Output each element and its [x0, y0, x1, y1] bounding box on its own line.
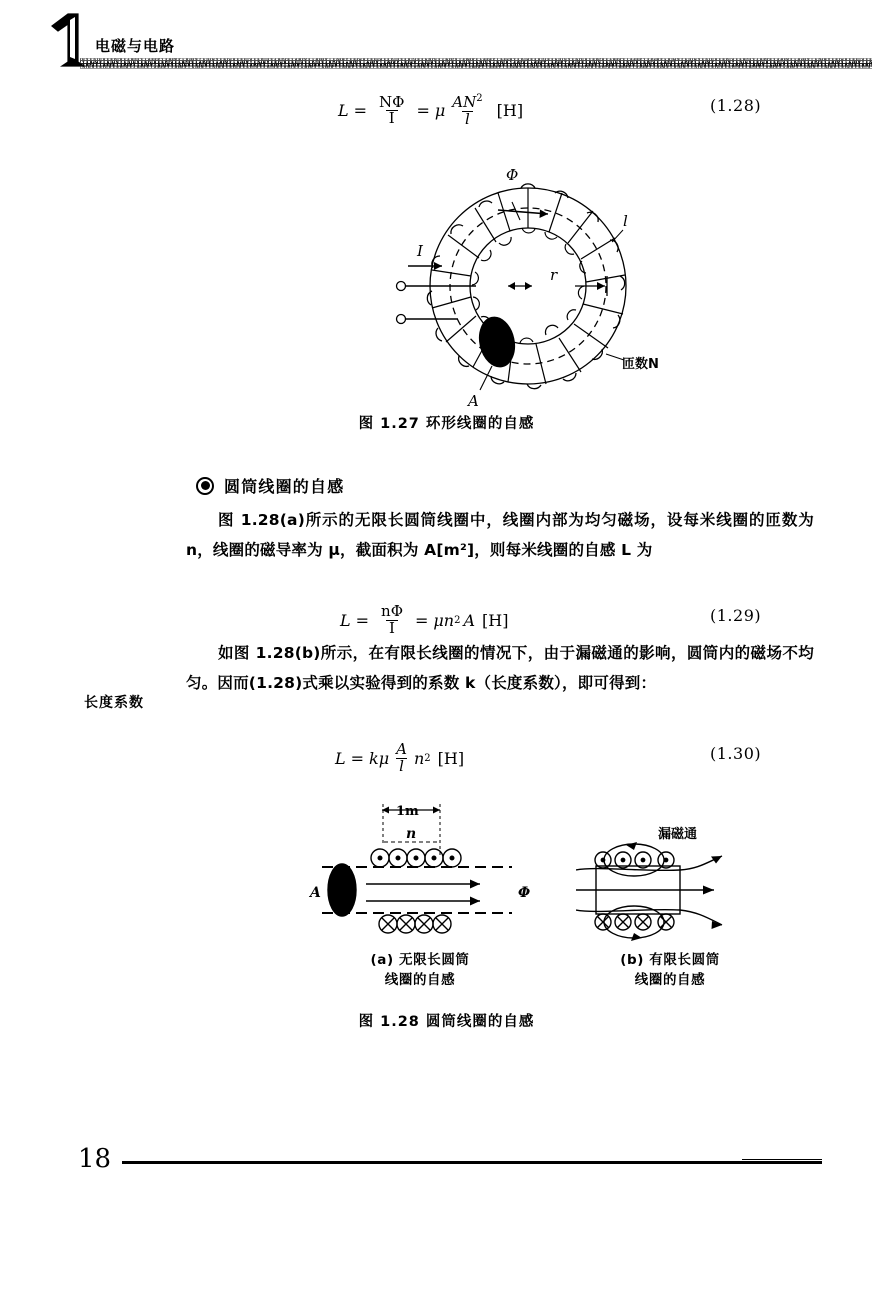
equation-number-1-29: (1.29): [710, 606, 762, 625]
fig128a-label-turns: n: [406, 826, 417, 842]
fig128a-label-flux: Φ: [518, 885, 531, 901]
footer-rule: [122, 1161, 822, 1164]
fig128b-subcaption-line1: (b) 有限长圆筒: [620, 952, 720, 968]
paragraph-1: 图 1.28(a)所示的无限长圆筒线圈中，线圈内部为均匀磁场，设每米线圈的匝数为 n，线圈的磁导率为 μ，截面积为 A[m²]，则每米线圈的自感 L 为: [186, 511, 814, 559]
fig127-label-flux: Φ: [506, 166, 519, 184]
eq128-denominator-1: I: [386, 110, 398, 127]
equation-1-28: [338, 94, 523, 128]
eq130-unit: [H]: [437, 748, 465, 768]
fig127-label-current: I: [417, 242, 423, 260]
eq128-unit: [H]: [496, 101, 524, 121]
fig127-label-turns: 匝数N: [622, 357, 659, 372]
eq130-numerator: A: [396, 740, 407, 758]
fig127-label-radius: r: [550, 266, 558, 284]
paragraph-2: 如图 1.28(b)所示，在有限长线圈的情况下，由于漏磁通的影响，圆筒内的磁场不均匀。因而(1.28)式乘以实验得到的系数 k（长度系数），即可得到：: [186, 644, 814, 692]
eq128-denominator-2: l: [462, 111, 473, 128]
eq128-equals-1: =: [353, 101, 368, 121]
bullet-ring-icon: [196, 477, 214, 495]
header-decorative-rule: [80, 58, 872, 69]
equation-1-30: [335, 742, 464, 775]
fig127-label-length: l: [623, 212, 628, 230]
eq130-exponent: 2: [424, 752, 431, 764]
figure-1-28b-finite-solenoid: [576, 808, 798, 948]
fig128a-label-area: A: [310, 885, 321, 901]
eq128-numerator-2: $AN^2$: [452, 93, 483, 111]
equation-number-1-28: (1.28): [710, 96, 762, 115]
eq129-unit: [H]: [482, 610, 509, 630]
eq130-lhs: L: [335, 748, 346, 768]
fig128b-subcaption-line2: 线圈的自感: [634, 972, 706, 988]
eq130-equals: =: [350, 748, 365, 768]
eq129-fraction: [378, 604, 406, 637]
figure-1-27-toroid: [380, 158, 670, 408]
fig128a-subcaption-line2: 线圈的自感: [384, 972, 456, 988]
fig128b-label-leakage-flux: 漏磁通: [658, 827, 698, 842]
section-heading-cylindrical-coil: [196, 474, 344, 497]
eq129-equals-1: =: [355, 610, 370, 630]
section-heading-text: 圆筒线圈的自感: [224, 477, 345, 496]
figure-1-28b-subcaption: [590, 950, 750, 990]
figure-1-28-caption: 图 1.28 圆筒线圈的自感: [358, 1014, 535, 1030]
equation-number-1-30: (1.30): [710, 744, 762, 763]
fig127-label-area: A: [468, 392, 479, 408]
equation-1-29: [340, 604, 508, 637]
eq129-lhs: L: [340, 610, 351, 630]
figure-1-28a-infinite-solenoid: [300, 798, 570, 946]
figure-1-28a-subcaption: [340, 950, 500, 990]
eq128-exponent: 2: [476, 93, 483, 104]
eq129-exponent: 2: [454, 614, 461, 626]
eq129-denominator: I: [386, 620, 398, 637]
eq129-rhs-tail: A: [463, 610, 476, 630]
eq128-mu: μ: [434, 101, 446, 121]
chapter-title: 电磁与电路: [95, 37, 176, 55]
fig128a-subcaption-line1: (a) 无限长圆筒: [370, 952, 470, 968]
eq128-fraction-2: [449, 94, 485, 128]
eq128-fraction-1: [376, 92, 407, 128]
eq129-numerator: nΦ: [381, 602, 403, 620]
eq130-denominator: l: [396, 758, 407, 775]
eq130-rhs: n: [413, 748, 425, 768]
eq130-mu: μ: [378, 748, 390, 768]
eq129-equals-2: =: [415, 610, 429, 630]
margin-note-length-coefficient: 长度系数: [84, 695, 144, 711]
eq129-rhs: μn: [433, 610, 455, 630]
figure-1-27-caption: 图 1.27 环形线圈的自感: [358, 416, 535, 432]
eq128-lhs: L: [338, 101, 349, 121]
eq128-numerator-1: NΦ: [379, 92, 405, 111]
eq128-equals-2: =: [416, 101, 430, 121]
eq130-k: k: [369, 748, 379, 768]
page-number: 18: [78, 1144, 112, 1174]
eq130-fraction: [393, 742, 410, 775]
fig128a-label-meter: 1m: [396, 804, 419, 819]
